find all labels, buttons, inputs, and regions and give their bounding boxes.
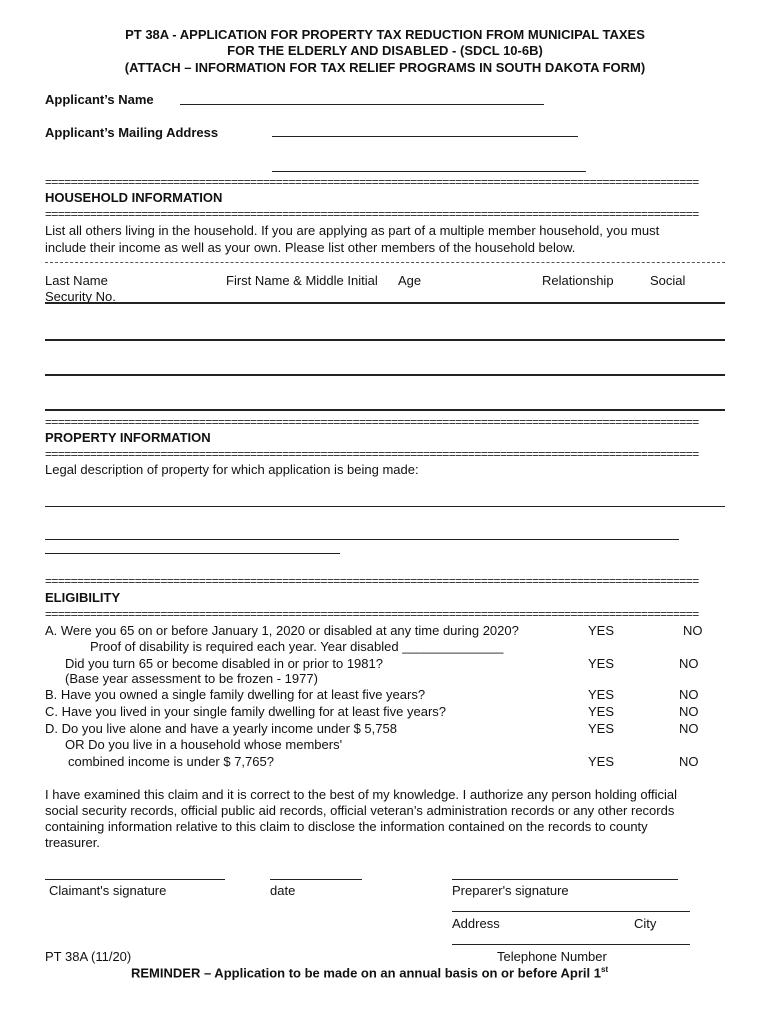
question-a-sub-yes[interactable]: YES bbox=[588, 656, 615, 671]
reminder-text bbox=[131, 965, 608, 980]
telephone-label: Telephone Number bbox=[497, 949, 607, 964]
question-b-no[interactable]: NO bbox=[679, 687, 699, 702]
col-relationship: Relationship bbox=[542, 273, 614, 288]
question-d-or-yes[interactable]: YES bbox=[588, 754, 615, 769]
legal-description-line-2[interactable] bbox=[45, 539, 679, 540]
question-a-sub-no[interactable]: NO bbox=[679, 656, 699, 671]
household-row-4[interactable] bbox=[45, 409, 725, 411]
separator: ====================================================================================================== bbox=[45, 416, 699, 428]
household-row-3[interactable] bbox=[45, 374, 725, 376]
question-c: C. Have you lived in your single family dwelling for at least five years? bbox=[45, 704, 447, 719]
applicant-address-field-2[interactable] bbox=[272, 171, 586, 172]
legal-description-label: Legal description of property for which application is being made: bbox=[45, 462, 419, 477]
property-heading: PROPERTY INFORMATION bbox=[45, 430, 211, 445]
question-b: B. Have you owned a single family dwelling for at least five years? bbox=[45, 687, 426, 702]
question-d-or: OR Do you live in a household whose members' bbox=[65, 737, 343, 752]
form-title-line2: FOR THE ELDERLY AND DISABLED - (SDCL 10-6B) bbox=[227, 43, 543, 58]
separator: ====================================================================================================== bbox=[45, 208, 699, 220]
address-label: Address bbox=[452, 916, 500, 931]
question-a-sub: Did you turn 65 or become disabled in or prior to 1981? bbox=[65, 656, 383, 671]
claimant-signature-label: Claimant's signature bbox=[49, 883, 167, 898]
claimant-signature-field[interactable] bbox=[45, 879, 225, 880]
date-label: date bbox=[270, 883, 296, 898]
applicant-name-label: Applicant’s Name bbox=[45, 92, 154, 107]
applicant-address-label: Applicant’s Mailing Address bbox=[45, 125, 219, 140]
question-a: A. Were you 65 on or before January 1, 2020 or disabled at any time during 2020? bbox=[45, 623, 519, 638]
attestation-line-4: treasurer. bbox=[45, 835, 100, 850]
household-instructions-1: List all others living in the household. If you are applying as part of a multiple member household, you must bbox=[45, 223, 660, 238]
attestation-line-1: I have examined this claim and it is correct to the best of my knowledge. I authorize any person holding official bbox=[45, 787, 678, 802]
question-d: D. Do you live alone and have a yearly income under $ 5,758 bbox=[45, 721, 397, 736]
form-id: PT 38A (11/20) bbox=[45, 949, 132, 964]
household-heading: HOUSEHOLD INFORMATION bbox=[45, 190, 223, 205]
question-a-yes[interactable]: YES bbox=[588, 623, 615, 638]
preparer-signature-field[interactable] bbox=[452, 879, 678, 880]
question-d-no[interactable]: NO bbox=[679, 721, 699, 736]
separator: ====================================================================================================== bbox=[45, 176, 699, 188]
reminder-suffix: st bbox=[601, 965, 609, 974]
date-field[interactable] bbox=[270, 879, 362, 880]
question-c-yes[interactable]: YES bbox=[588, 704, 615, 719]
form-title-line1: PT 38A - APPLICATION FOR PROPERTY TAX REDUCTION FROM MUNICIPAL TAXES bbox=[125, 27, 645, 42]
separator: ====================================================================================================== bbox=[45, 608, 699, 620]
separator: ====================================================================================================== bbox=[45, 575, 699, 587]
col-social: Social bbox=[650, 273, 686, 288]
preparer-address-field[interactable] bbox=[452, 911, 690, 912]
separator: ====================================================================================================== bbox=[45, 448, 699, 460]
question-a-proof: Proof of disability is required each year. Year disabled ______________ bbox=[90, 639, 504, 654]
question-d-yes[interactable]: YES bbox=[588, 721, 615, 736]
question-d-or-no[interactable]: NO bbox=[679, 754, 699, 769]
applicant-name-field[interactable] bbox=[180, 104, 544, 105]
col-security: Security No. bbox=[45, 289, 116, 304]
question-a-no[interactable]: NO bbox=[683, 623, 703, 638]
applicant-address-field-1[interactable] bbox=[272, 136, 578, 137]
col-age: Age bbox=[398, 273, 422, 288]
question-d-or2: combined income is under $ 7,765? bbox=[68, 754, 274, 769]
form-title-line3: (ATTACH – INFORMATION FOR TAX RELIEF PROGRAMS IN SOUTH DAKOTA FORM) bbox=[124, 60, 646, 75]
legal-description-line-3[interactable] bbox=[45, 553, 340, 554]
col-first-name: First Name & Middle Initial bbox=[226, 273, 378, 288]
attestation-line-3: containing information relative to this claim to disclose the information contained on the records to county bbox=[45, 819, 648, 834]
col-last-name: Last Name bbox=[45, 273, 108, 288]
question-b-yes[interactable]: YES bbox=[588, 687, 615, 702]
city-label: City bbox=[634, 916, 657, 931]
household-row-1[interactable] bbox=[45, 302, 725, 304]
attestation-line-2: social security records, official public aid records, official veteran’s administration records or any other records bbox=[45, 803, 675, 818]
legal-description-line-1[interactable] bbox=[45, 506, 725, 507]
question-a-sub2: (Base year assessment to be frozen - 1977) bbox=[65, 671, 318, 686]
household-row-2[interactable] bbox=[45, 339, 725, 341]
preparer-telephone-field[interactable] bbox=[452, 944, 690, 945]
eligibility-heading: ELIGIBILITY bbox=[45, 590, 121, 605]
household-instructions-2: include their income as well as your own. Please list other members of the household below. bbox=[45, 240, 576, 255]
question-c-no[interactable]: NO bbox=[679, 704, 699, 719]
dashed-divider bbox=[45, 262, 725, 263]
reminder-main: REMINDER – Application to be made on an annual basis on or before April 1 bbox=[131, 965, 601, 981]
preparer-signature-label: Preparer's signature bbox=[452, 883, 569, 898]
